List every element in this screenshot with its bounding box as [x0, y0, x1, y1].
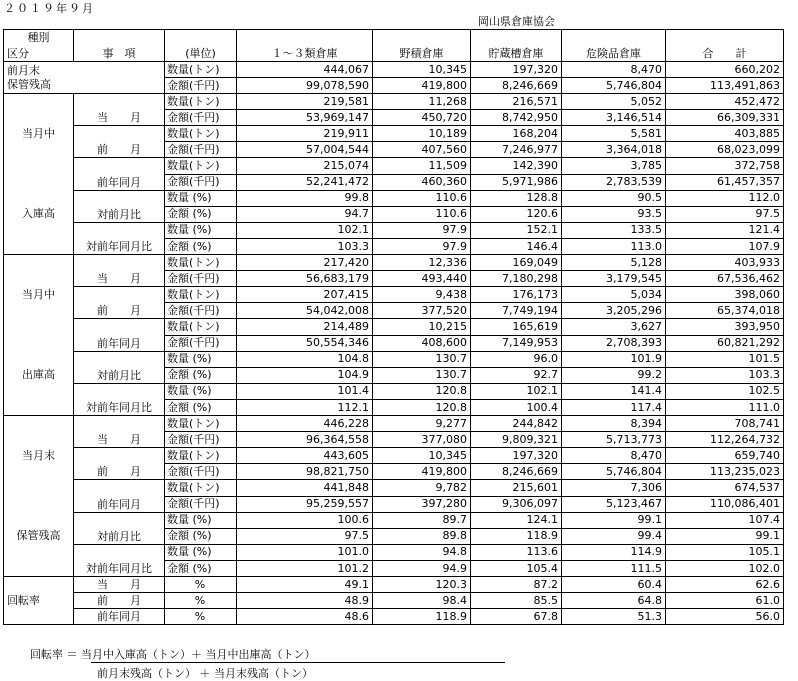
unit-cell: 金額(千円) — [165, 110, 237, 126]
value-cell: 130.7 — [373, 351, 471, 367]
value-cell: 102.0 — [666, 561, 784, 577]
value-cell: 3,627 — [562, 319, 666, 335]
unit-cell: 金額 (%) — [165, 561, 237, 577]
value-cell: 11,509 — [373, 158, 471, 174]
value-cell: 66,309,331 — [666, 110, 784, 126]
value-cell: 133.5 — [562, 222, 666, 238]
value-cell: 117.4 — [562, 400, 666, 416]
value-cell: 99.2 — [562, 367, 666, 383]
value-cell: 7,749,194 — [471, 303, 562, 319]
value-cell: 102.1 — [237, 222, 373, 238]
value-cell: 10,215 — [373, 319, 471, 335]
value-cell: 372,758 — [666, 158, 784, 174]
value-cell: 7,306 — [562, 480, 666, 496]
value-cell: 48.6 — [237, 609, 373, 625]
unit-cell: 金額 (%) — [165, 400, 237, 416]
value-cell: 152.1 — [471, 222, 562, 238]
value-cell: 407,560 — [373, 142, 471, 158]
unit-cell: 数量(トン) — [165, 94, 237, 110]
value-cell: 419,800 — [373, 464, 471, 480]
value-cell: 113.0 — [562, 239, 666, 255]
header-open-yard: 野積倉庫 — [373, 30, 471, 62]
unit-cell: 金額(千円) — [165, 174, 237, 190]
value-cell: 215,074 — [237, 158, 373, 174]
value-cell: 94.8 — [373, 544, 471, 560]
value-cell: 708,741 — [666, 416, 784, 432]
table-row — [4, 287, 784, 303]
unit-cell: % — [165, 609, 237, 625]
table-row — [4, 126, 784, 142]
value-cell: 48.9 — [237, 593, 373, 609]
unit-cell: 数量(トン) — [165, 255, 237, 271]
header-silo: 貯蔵槽倉庫 — [471, 30, 562, 62]
header-unit: (単位) — [165, 30, 237, 62]
value-cell: 443,605 — [237, 448, 373, 464]
value-cell: 124.1 — [471, 512, 562, 528]
value-cell: 64.8 — [562, 593, 666, 609]
value-cell: 9,438 — [373, 287, 471, 303]
formula-fraction-bar — [91, 662, 505, 663]
value-cell: 219,911 — [237, 126, 373, 142]
section-label: 保管残高 — [7, 77, 51, 91]
unit-cell: 金額(千円) — [165, 496, 237, 512]
value-cell: 110,086,401 — [666, 496, 784, 512]
header-kind-top: 種別 — [27, 31, 50, 44]
value-cell: 5,034 — [562, 287, 666, 303]
section-label: 当月末 — [22, 449, 55, 462]
header-kind — [4, 30, 74, 62]
table-row — [4, 480, 784, 496]
header-class1-3: １～３類倉庫 — [237, 30, 373, 62]
unit-cell: 数量 (%) — [165, 190, 237, 206]
value-cell: 110.6 — [373, 206, 471, 222]
value-cell: 121.4 — [666, 222, 784, 238]
item-vs-prev: 対前月比 — [74, 512, 165, 544]
value-cell: 3,179,545 — [562, 271, 666, 287]
value-cell: 99,078,590 — [237, 78, 373, 94]
value-cell: 141.4 — [562, 383, 666, 399]
header-item: 事 項 — [74, 30, 165, 62]
table-row — [4, 448, 784, 464]
value-cell: 60,821,292 — [666, 335, 784, 351]
section-prev-end — [4, 62, 165, 94]
value-cell: 113,491,863 — [666, 78, 784, 94]
value-cell: 52,241,472 — [237, 174, 373, 190]
value-cell: 659,740 — [666, 448, 784, 464]
unit-cell: 金額(千円) — [165, 432, 237, 448]
unit-cell: 金額 (%) — [165, 239, 237, 255]
item-this-month: 当 月 — [74, 577, 165, 593]
value-cell: 214,489 — [237, 319, 373, 335]
unit-cell: 数量(トン) — [165, 287, 237, 303]
value-cell: 61,457,357 — [666, 174, 784, 190]
table-row — [4, 416, 784, 432]
table-row — [4, 94, 784, 110]
section-label: 入庫高 — [22, 207, 55, 220]
unit-cell: % — [165, 593, 237, 609]
value-cell: 444,067 — [237, 62, 373, 78]
value-cell: 120.8 — [373, 400, 471, 416]
unit-cell: 金額 (%) — [165, 528, 237, 544]
value-cell: 215,601 — [471, 480, 562, 496]
value-cell: 120.6 — [471, 206, 562, 222]
value-cell: 104.9 — [237, 367, 373, 383]
unit-cell: 金額 (%) — [165, 367, 237, 383]
value-cell: 146.4 — [471, 239, 562, 255]
unit-cell: 数量 (%) — [165, 512, 237, 528]
table-row — [4, 351, 784, 367]
value-cell: 98,821,750 — [237, 464, 373, 480]
value-cell: 207,415 — [237, 287, 373, 303]
value-cell: 8,246,669 — [471, 78, 562, 94]
value-cell: 97.5 — [237, 528, 373, 544]
value-cell: 67,536,462 — [666, 271, 784, 287]
value-cell: 393,950 — [666, 319, 784, 335]
value-cell: 9,277 — [373, 416, 471, 432]
item-vs-prev: 対前月比 — [74, 351, 165, 383]
formula-numerator: 回転率 ＝ 当月中入庫高（トン）＋ 当月中出庫高（トン） — [30, 648, 316, 661]
value-cell: 107.4 — [666, 512, 784, 528]
value-cell: 97.9 — [373, 222, 471, 238]
header-kind-bottom: 区分 — [7, 47, 29, 60]
value-cell: 12,336 — [373, 255, 471, 271]
formula-denominator: 前月末残高（トン） ＋ 当月末残高（トン） — [97, 667, 313, 680]
value-cell: 216,571 — [471, 94, 562, 110]
table-row — [4, 319, 784, 335]
table-row — [4, 62, 784, 78]
table-row — [4, 577, 784, 593]
item-prev-month: 前 月 — [74, 593, 165, 609]
value-cell: 142,390 — [471, 158, 562, 174]
value-cell: 97.5 — [666, 206, 784, 222]
value-cell: 493,440 — [373, 271, 471, 287]
value-cell: 112,264,732 — [666, 432, 784, 448]
value-cell: 99.8 — [237, 190, 373, 206]
value-cell: 5,746,804 — [562, 78, 666, 94]
value-cell: 377,080 — [373, 432, 471, 448]
unit-cell: 数量(トン) — [165, 319, 237, 335]
value-cell: 105.1 — [666, 544, 784, 560]
value-cell: 51.3 — [562, 609, 666, 625]
value-cell: 10,345 — [373, 62, 471, 78]
item-this-month: 当 月 — [74, 416, 165, 448]
value-cell: 113.6 — [471, 544, 562, 560]
value-cell: 217,420 — [237, 255, 373, 271]
value-cell: 219,581 — [237, 94, 373, 110]
value-cell: 460,360 — [373, 174, 471, 190]
value-cell: 398,060 — [666, 287, 784, 303]
value-cell: 114.9 — [562, 544, 666, 560]
value-cell: 95,259,557 — [237, 496, 373, 512]
value-cell: 56.0 — [666, 609, 784, 625]
value-cell: 56,683,179 — [237, 271, 373, 287]
item-prev-year: 前年同月 — [74, 158, 165, 190]
section-label: 出庫高 — [22, 368, 55, 381]
value-cell: 100.6 — [237, 512, 373, 528]
unit-cell: 金額(千円) — [165, 335, 237, 351]
value-cell: 53,969,147 — [237, 110, 373, 126]
value-cell: 2,783,539 — [562, 174, 666, 190]
value-cell: 419,800 — [373, 78, 471, 94]
value-cell: 403,885 — [666, 126, 784, 142]
item-vs-prev-year: 対前年同月比 — [74, 383, 165, 415]
unit-cell: 金額(千円) — [165, 142, 237, 158]
value-cell: 50,554,346 — [237, 335, 373, 351]
item-this-month: 当 月 — [74, 255, 165, 287]
value-cell: 5,581 — [562, 126, 666, 142]
value-cell: 102.5 — [666, 383, 784, 399]
value-cell: 2,708,393 — [562, 335, 666, 351]
value-cell: 10,189 — [373, 126, 471, 142]
value-cell: 57,004,544 — [237, 142, 373, 158]
value-cell: 674,537 — [666, 480, 784, 496]
table-row — [4, 255, 784, 271]
item-prev-year: 前年同月 — [74, 609, 165, 625]
value-cell: 111.5 — [562, 561, 666, 577]
value-cell: 101.0 — [237, 544, 373, 560]
value-cell: 49.1 — [237, 577, 373, 593]
value-cell: 244,842 — [471, 416, 562, 432]
value-cell: 92.7 — [471, 367, 562, 383]
value-cell: 7,149,953 — [471, 335, 562, 351]
table-row — [4, 383, 784, 399]
table-row — [4, 544, 784, 560]
value-cell: 100.4 — [471, 400, 562, 416]
item-prev-year: 前年同月 — [74, 319, 165, 351]
unit-cell: 数量 (%) — [165, 351, 237, 367]
value-cell: 103.3 — [237, 239, 373, 255]
value-cell: 197,320 — [471, 62, 562, 78]
item-vs-prev: 対前月比 — [74, 190, 165, 222]
value-cell: 8,742,950 — [471, 110, 562, 126]
report-date: ２０１９年９月 — [4, 2, 95, 15]
value-cell: 8,246,669 — [471, 464, 562, 480]
value-cell: 10,345 — [373, 448, 471, 464]
value-cell: 128.8 — [471, 190, 562, 206]
value-cell: 87.2 — [471, 577, 562, 593]
value-cell: 89.7 — [373, 512, 471, 528]
value-cell: 62.6 — [666, 577, 784, 593]
value-cell: 120.8 — [373, 383, 471, 399]
value-cell: 7,246,977 — [471, 142, 562, 158]
item-prev-month: 前 月 — [74, 448, 165, 480]
value-cell: 660,202 — [666, 62, 784, 78]
value-cell: 8,470 — [562, 448, 666, 464]
value-cell: 96,364,558 — [237, 432, 373, 448]
value-cell: 94.7 — [237, 206, 373, 222]
table-row — [4, 512, 784, 528]
value-cell: 120.3 — [373, 577, 471, 593]
value-cell: 3,205,296 — [562, 303, 666, 319]
section-current-end — [4, 416, 74, 577]
value-cell: 102.1 — [471, 383, 562, 399]
value-cell: 397,280 — [373, 496, 471, 512]
unit-cell: 金額 (%) — [165, 206, 237, 222]
value-cell: 60.4 — [562, 577, 666, 593]
value-cell: 118.9 — [373, 609, 471, 625]
value-cell: 104.8 — [237, 351, 373, 367]
value-cell: 3,364,018 — [562, 142, 666, 158]
value-cell: 197,320 — [471, 448, 562, 464]
value-cell: 450,720 — [373, 110, 471, 126]
unit-cell: 数量 (%) — [165, 383, 237, 399]
section-label: 前月末 — [7, 63, 40, 77]
value-cell: 5,052 — [562, 94, 666, 110]
unit-cell: 数量(トン) — [165, 62, 237, 78]
value-cell: 101.5 — [666, 351, 784, 367]
value-cell: 3,785 — [562, 158, 666, 174]
unit-cell: 金額(千円) — [165, 271, 237, 287]
unit-cell: 数量(トン) — [165, 158, 237, 174]
value-cell: 89.8 — [373, 528, 471, 544]
section-label: 保管残高 — [16, 529, 61, 542]
value-cell: 446,228 — [237, 416, 373, 432]
value-cell: 113,235,023 — [666, 464, 784, 480]
value-cell: 8,394 — [562, 416, 666, 432]
value-cell: 7,180,298 — [471, 271, 562, 287]
value-cell: 99.1 — [666, 528, 784, 544]
value-cell: 99.4 — [562, 528, 666, 544]
value-cell: 67.8 — [471, 609, 562, 625]
value-cell: 3,146,514 — [562, 110, 666, 126]
item-vs-prev-year: 対前年同月比 — [74, 544, 165, 576]
value-cell: 96.0 — [471, 351, 562, 367]
warehouse-statistics-table — [3, 29, 784, 625]
value-cell: 54,042,008 — [237, 303, 373, 319]
value-cell: 98.4 — [373, 593, 471, 609]
unit-cell: 金額(千円) — [165, 303, 237, 319]
header-hazardous: 危険品倉庫 — [562, 30, 666, 62]
header-row — [4, 30, 784, 62]
item-prev-month: 前 月 — [74, 287, 165, 319]
value-cell: 112.0 — [666, 190, 784, 206]
value-cell: 9,809,321 — [471, 432, 562, 448]
unit-cell: 金額(千円) — [165, 78, 237, 94]
value-cell: 9,306,097 — [471, 496, 562, 512]
unit-cell: 数量 (%) — [165, 544, 237, 560]
value-cell: 441,848 — [237, 480, 373, 496]
value-cell: 111.0 — [666, 400, 784, 416]
section-label: 当月中 — [22, 288, 55, 301]
section-label: 当月中 — [22, 127, 55, 140]
value-cell: 61.0 — [666, 593, 784, 609]
section-outbound — [4, 255, 74, 416]
value-cell: 101.2 — [237, 561, 373, 577]
value-cell: 112.1 — [237, 400, 373, 416]
unit-cell: 金額(千円) — [165, 464, 237, 480]
value-cell: 377,520 — [373, 303, 471, 319]
value-cell: 68,023,099 — [666, 142, 784, 158]
header-total: 合 計 — [666, 30, 784, 62]
value-cell: 11,268 — [373, 94, 471, 110]
organization-name: 岡山県倉庫協会 — [478, 15, 555, 28]
value-cell: 93.5 — [562, 206, 666, 222]
value-cell: 169,049 — [471, 255, 562, 271]
item-prev-month: 前 月 — [74, 126, 165, 158]
value-cell: 5,713,773 — [562, 432, 666, 448]
value-cell: 168,204 — [471, 126, 562, 142]
item-prev-year: 前年同月 — [74, 480, 165, 512]
item-this-month: 当 月 — [74, 94, 165, 126]
value-cell: 101.9 — [562, 351, 666, 367]
value-cell: 408,600 — [373, 335, 471, 351]
value-cell: 105.4 — [471, 561, 562, 577]
value-cell: 5,971,986 — [471, 174, 562, 190]
value-cell: 403,933 — [666, 255, 784, 271]
value-cell: 94.9 — [373, 561, 471, 577]
unit-cell: % — [165, 577, 237, 593]
section-inbound — [4, 94, 74, 255]
unit-cell: 数量(トン) — [165, 480, 237, 496]
value-cell: 85.5 — [471, 593, 562, 609]
item-vs-prev-year: 対前年同月比 — [74, 222, 165, 254]
value-cell: 5,128 — [562, 255, 666, 271]
value-cell: 5,123,467 — [562, 496, 666, 512]
value-cell: 165,619 — [471, 319, 562, 335]
value-cell: 97.9 — [373, 239, 471, 255]
unit-cell: 数量(トン) — [165, 126, 237, 142]
value-cell: 118.9 — [471, 528, 562, 544]
value-cell: 65,374,018 — [666, 303, 784, 319]
value-cell: 90.5 — [562, 190, 666, 206]
value-cell: 8,470 — [562, 62, 666, 78]
table-row — [4, 593, 784, 609]
value-cell: 130.7 — [373, 367, 471, 383]
value-cell: 99.1 — [562, 512, 666, 528]
value-cell: 103.3 — [666, 367, 784, 383]
table-row — [4, 190, 784, 206]
value-cell: 110.6 — [373, 190, 471, 206]
unit-cell: 数量 (%) — [165, 222, 237, 238]
table-row — [4, 222, 784, 238]
unit-cell: 数量(トン) — [165, 416, 237, 432]
value-cell: 452,472 — [666, 94, 784, 110]
table-row — [4, 158, 784, 174]
value-cell: 176,173 — [471, 287, 562, 303]
value-cell: 107.9 — [666, 239, 784, 255]
section-turnover: 回転率 — [4, 577, 74, 625]
value-cell: 101.4 — [237, 383, 373, 399]
unit-cell: 数量(トン) — [165, 448, 237, 464]
value-cell: 9,782 — [373, 480, 471, 496]
value-cell: 5,746,804 — [562, 464, 666, 480]
table-row — [4, 609, 784, 625]
